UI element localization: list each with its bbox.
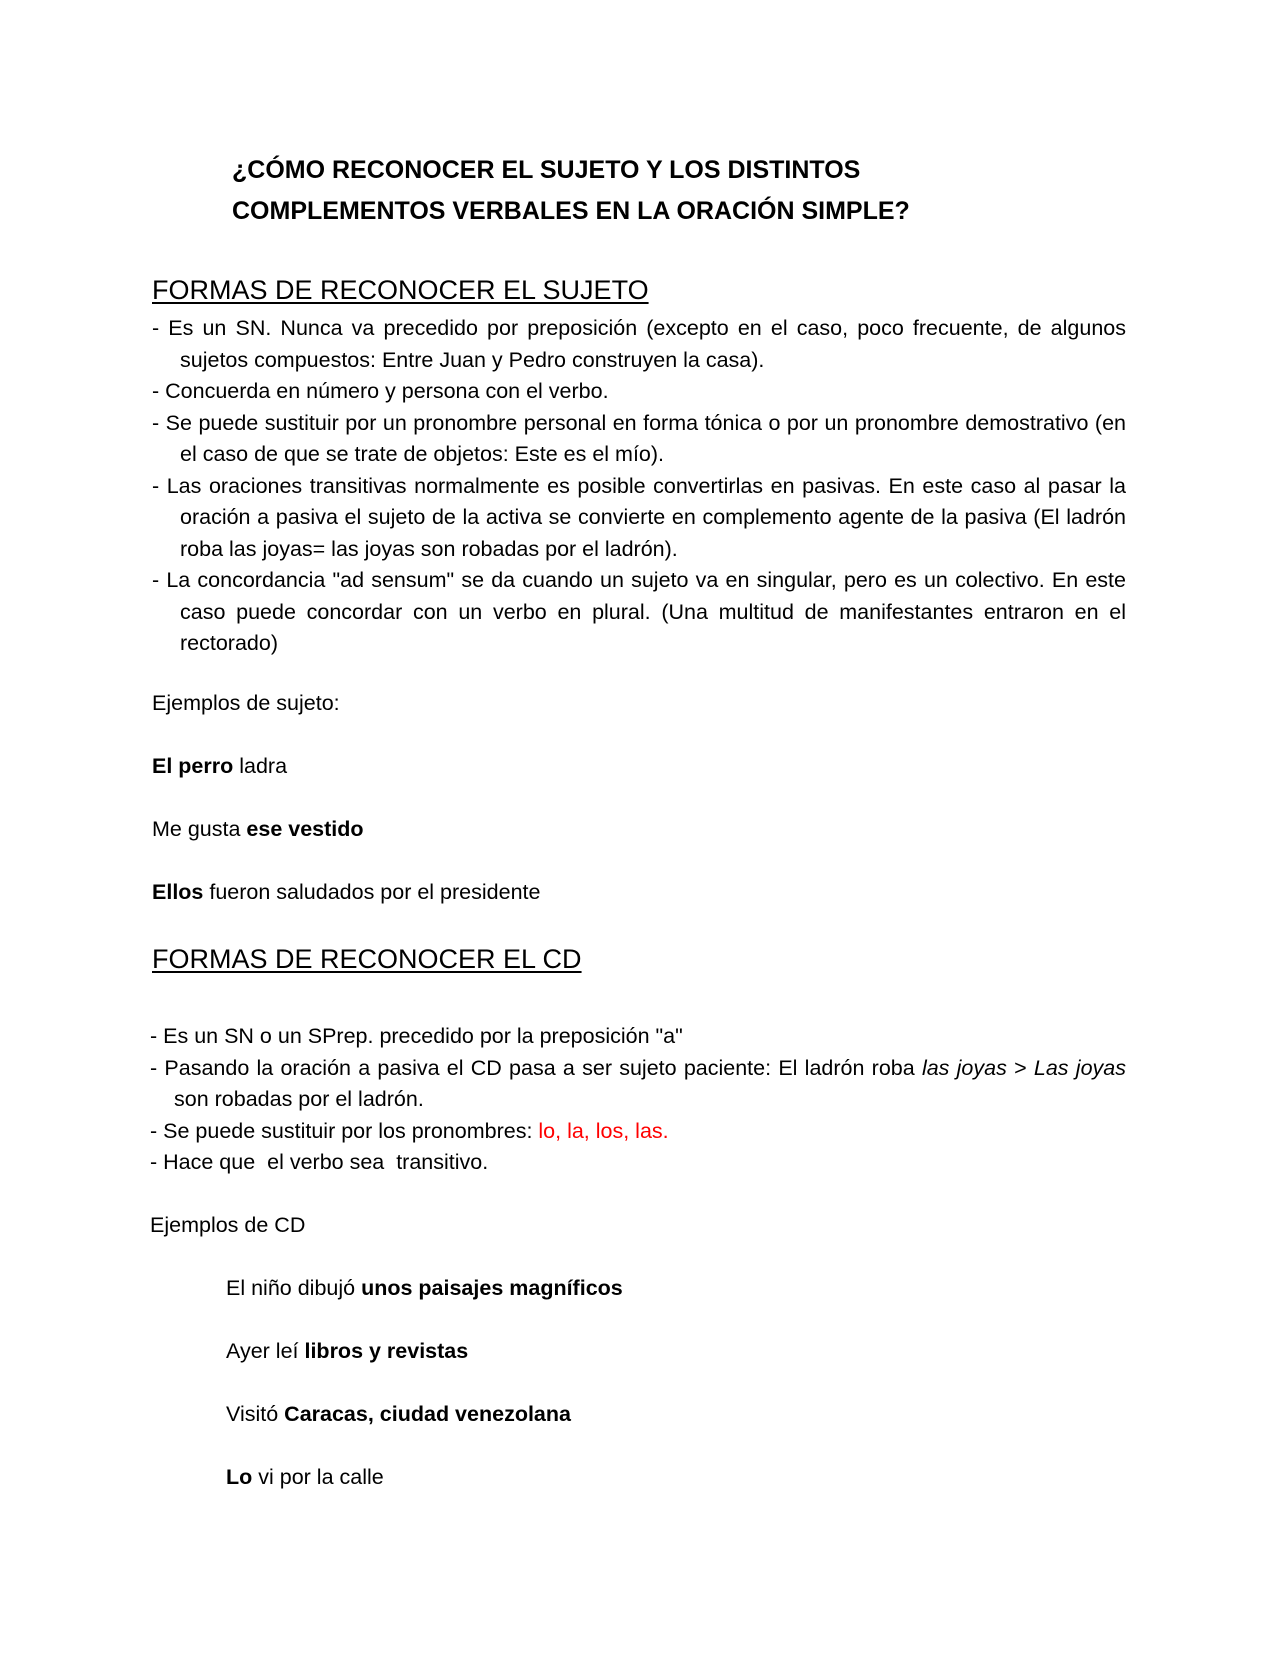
sujeto-rule-4: - Las oraciones transitivas normalmente es posible convertirlas en pasivas. En este caso al pasar la oración a pasiva el sujeto de la activa se convierte en complemento agente de la pasiva (El ladrón roba las joyas= las joyas son robadas por el ladrón).	[152, 473, 1126, 561]
cd-rules-list	[150, 1021, 1126, 1179]
sujeto-examples-label: Ejemplos de sujeto:	[152, 691, 340, 715]
cd-rule-2-italic-2: Las joyas	[1033, 1055, 1126, 1080]
cd-pronouns-highlight: lo, la, los, las.	[538, 1118, 669, 1143]
sujeto-example-3	[152, 877, 540, 909]
example-cd: libros y revistas	[304, 1339, 469, 1363]
cd-example-4	[226, 1462, 384, 1494]
cd-rule-4: - Hace que el verbo sea transitivo.	[150, 1150, 489, 1174]
cd-example-3	[226, 1399, 571, 1431]
example-text: Ayer leí	[226, 1339, 305, 1363]
cd-rule-2-tail: son robadas por el ladrón.	[174, 1087, 424, 1111]
cd-rule-3-text: - Se puede sustituir por los pronombres:	[150, 1118, 539, 1143]
cd-rule-2-sep: >	[1006, 1055, 1034, 1080]
cd-rule-2-text: - Pasando la oración a pasiva el CD pasa a ser sujeto paciente: El ladrón roba	[150, 1055, 922, 1080]
cd-example-2	[226, 1336, 468, 1368]
example-subject: ese vestido	[246, 817, 364, 841]
heading-sujeto: FORMAS DE RECONOCER EL SUJETO	[152, 275, 649, 305]
example-text: fueron saludados por el presidente	[203, 880, 541, 904]
title-line-2: COMPLEMENTOS VERBALES EN LA ORACIÓN SIMPLE?	[232, 197, 910, 225]
example-text: ladra	[233, 754, 288, 778]
cd-example-1	[226, 1273, 623, 1305]
title-line-1: ¿CÓMO RECONOCER EL SUJETO Y LOS DISTINTOS	[232, 156, 861, 184]
cd-rule-3	[150, 1116, 1126, 1148]
sujeto-example-1	[152, 751, 287, 783]
example-text: Me gusta	[152, 817, 247, 841]
cd-rule-2-italic-1: las joyas	[921, 1055, 1007, 1080]
cd-rule-1: - Es un SN o un SPrep. precedido por la preposición "a"	[150, 1024, 683, 1048]
sujeto-example-2	[152, 814, 364, 846]
cd-examples-label: Ejemplos de CD	[150, 1213, 306, 1237]
heading-cd: FORMAS DE RECONOCER EL CD	[152, 944, 582, 974]
page-title	[232, 150, 1132, 232]
example-subject: Ellos	[152, 880, 204, 904]
example-text: El niño dibujó	[226, 1276, 362, 1300]
example-cd: Caracas, ciudad venezolana	[284, 1402, 571, 1426]
cd-rule-2	[150, 1053, 1126, 1116]
sujeto-rule-2: - Concuerda en número y persona con el verbo.	[152, 379, 609, 403]
example-text: Visitó	[226, 1402, 285, 1426]
sujeto-rule-5: - La concordancia "ad sensum" se da cuando un sujeto va en singular, pero es un colectivo. En este caso puede concordar con un verbo en plural. (Una multitud de manifestantes entraron en el rectorado)	[152, 568, 1126, 655]
sujeto-rule-3: - Se puede sustituir por un pronombre personal en forma tónica o por un pronombre demostrativo (en el caso de que se trate de objetos: Este es el mío).	[152, 410, 1126, 466]
example-text: vi por la calle	[252, 1465, 384, 1489]
sujeto-rule-1: - Es un SN. Nunca va precedido por preposición (excepto en el caso, poco frecuente, de algunos sujetos compuestos: Entre Juan y Pedro construyen la casa).	[152, 316, 1126, 372]
sujeto-rules-list	[152, 313, 1126, 660]
example-cd: Lo	[226, 1465, 253, 1489]
example-cd: unos paisajes magníficos	[361, 1276, 623, 1300]
example-subject: El perro	[152, 754, 234, 778]
